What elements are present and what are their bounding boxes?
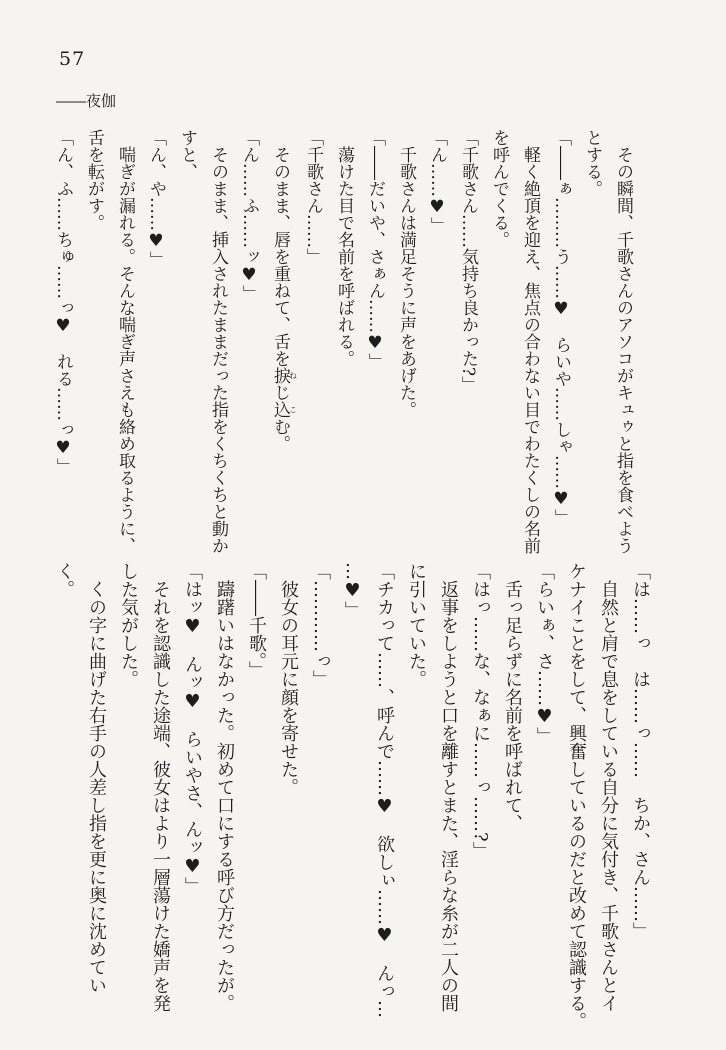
text-line: 蕩けた目で名前を呼ばれる。 — [334, 146, 354, 367]
text-line: 「――ぁ………う……♥ らいや……しゃ……♥」 — [551, 129, 571, 526]
page-number: 57 — [59, 48, 86, 70]
furigana: ね — [288, 367, 298, 384]
bottom-text-block — [47, 562, 656, 1032]
ruby-base: 捩ね — [270, 367, 298, 384]
text-line: 「らいぁ、さ……♥」 — [534, 562, 555, 745]
text-line: すと、 — [177, 129, 197, 180]
text-line: 躊躇いはなかった。初めて口にする呼び方だったが。 — [214, 580, 235, 1012]
chapter-header: ――夜伽 — [56, 92, 117, 110]
text-line: …♥」 — [342, 562, 363, 619]
text-line: 舌を転がす。 — [84, 129, 104, 231]
text-line: く。 — [54, 562, 75, 598]
text-line: 「ん、ふ……ちゅ……っ♥ れる……っ♥」 — [53, 129, 73, 475]
text-line: そのまま、唇を重ねて、舌を捩ねじ込こむ。 — [270, 146, 298, 452]
text-line: 舌っ足らずに名前を呼ばれて、 — [502, 580, 523, 832]
text-line: 「千歌さん……」 — [303, 129, 323, 265]
text-line: それを認識した途端、彼女はより一層蕩けた嬌声を発 — [150, 580, 171, 1012]
text-line: 「――だいや、さぁん……♥」 — [365, 129, 385, 370]
text-line: に引いていた。 — [406, 562, 427, 688]
text-line: そのまま、挿入されたままだった指をくちくちと動か — [208, 146, 228, 554]
text-line: 「はっ……な、なぁに……っ……?」 — [470, 562, 491, 860]
text-line: 「…………っ」 — [310, 562, 331, 688]
text-line: 「ん……♥」 — [427, 129, 447, 234]
text-line: 自然と肩で息をしている自分に気付き、千歌さんとイ — [598, 580, 619, 1012]
text-line: 喘ぎが漏れる。そんな喘ぎ声さえも絡め取るように、 — [115, 146, 135, 554]
text-line: 軽く絶頂を迎え、焦点の合わない目でわたくしの名前 — [520, 146, 540, 554]
text-line: 返事をしようと口を離すとまた、淫らな糸が二人の間 — [438, 580, 459, 1012]
text-line: 「ん……ふ……ッ♥」 — [239, 129, 259, 302]
text-line: 「は……っ は……っ…… ちか、さん……」 — [630, 562, 651, 940]
text-line: とする。 — [582, 129, 602, 197]
text-line: を呼んでくる。 — [489, 129, 509, 248]
text-line: 「チカって……、呼んで……♥ 欲しぃ……♥ んっ… — [374, 562, 395, 1018]
text-line: 「千歌さん……気持ち良かった?」 — [458, 129, 478, 394]
text-line: ケナイことをして、興奮しているのだと改めて認識する。 — [566, 562, 587, 1030]
text-line: 「ん、や……♥」 — [146, 129, 166, 268]
top-text-block — [48, 129, 638, 557]
text-line: した気がした。 — [118, 562, 139, 688]
text-line: くの字に曲げた右手の人差し指を更に奥に沈めてい — [86, 580, 107, 994]
ruby-base: 込こ — [270, 401, 298, 418]
text-line: その瞬間、千歌さんのアソコがキュゥと指を食べよう — [613, 146, 633, 554]
text-line: 「はッ♥ んッ♥ らいやさ、んッ♥」 — [182, 562, 203, 895]
furigana: こ — [288, 401, 298, 418]
text-line: 彼女の耳元に顔を寄せた。 — [278, 580, 299, 796]
text-line: 「――千歌。」 — [246, 562, 267, 679]
text-line: 千歌さんは満足そうに声をあげた。 — [396, 146, 416, 418]
